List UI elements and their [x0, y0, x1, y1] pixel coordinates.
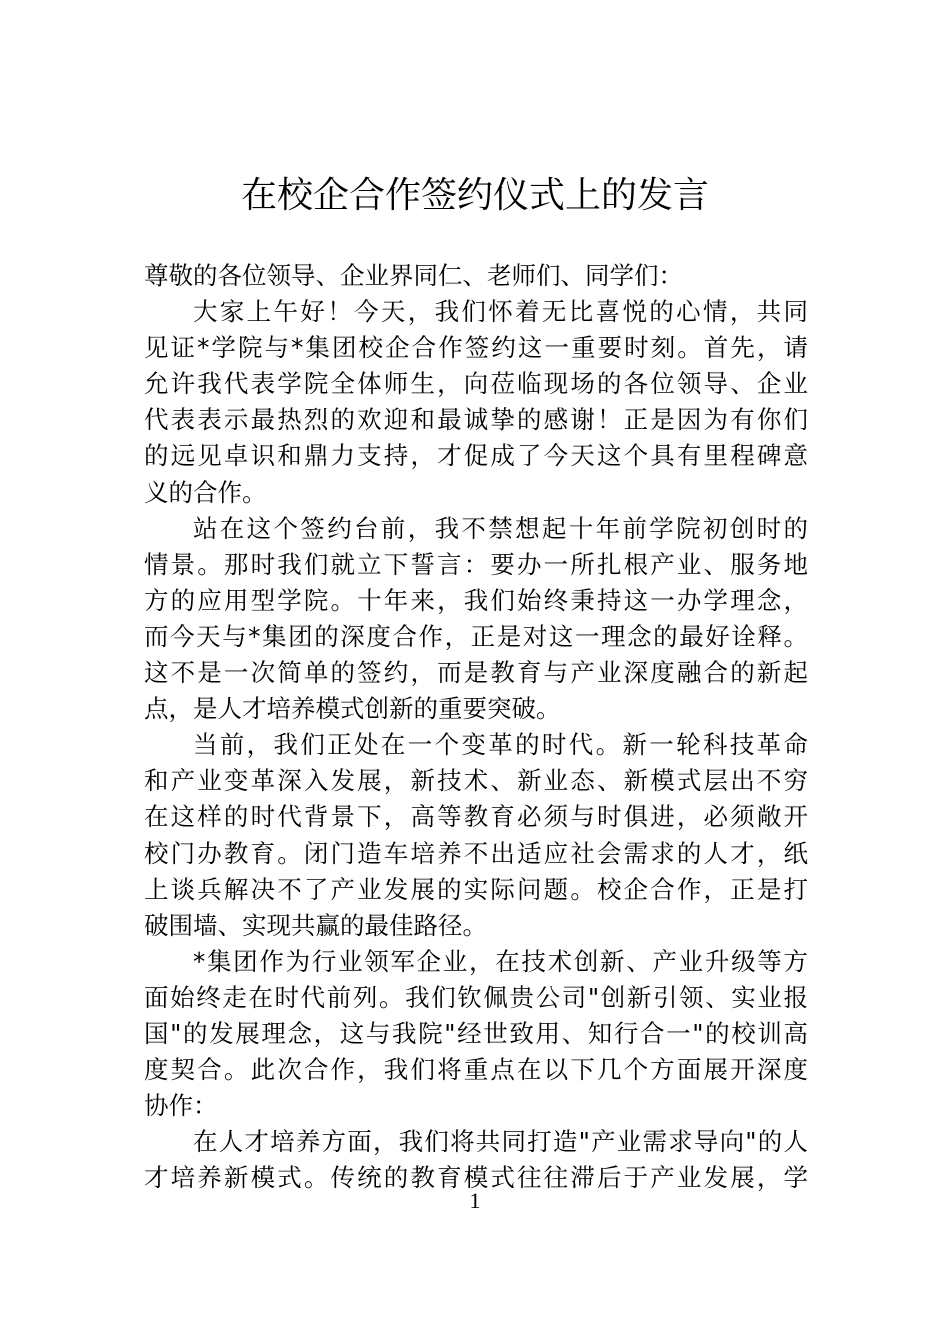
- paragraph-line: 点，是人才培养模式创新的重要突破。: [144, 694, 561, 724]
- page-number: 1: [469, 1188, 481, 1213]
- paragraph-line: 上谈兵解决不了产业发展的实际问题。校企合作，正是打: [144, 874, 808, 904]
- paragraph-line: 代表表示最热烈的欢迎和最诚挚的感谢！正是因为有你们: [144, 405, 808, 435]
- paragraph-line: *集团作为行业领军企业，在技术创新、产业升级等方: [193, 946, 808, 976]
- paragraph-line: 和产业变革深入发展，新技术、新业态、新模式层出不穷: [144, 766, 808, 796]
- paragraph-line: 破围墙、实现共赢的最佳路径。: [144, 910, 487, 940]
- paragraph-line: 而今天与*集团的深度合作，正是对这一理念的最好诠释。: [144, 621, 808, 651]
- paragraph-line: 当前，我们正处在一个变革的时代。新一轮科技革命: [193, 730, 808, 760]
- salutation: 尊敬的各位领导、企业界同仁、老师们、同学们：: [144, 261, 683, 290]
- paragraph-line: 站在这个签约台前，我不禁想起十年前学院初创时的: [193, 513, 808, 543]
- paragraph-line: 义的合作。: [144, 477, 267, 507]
- paragraph-line: 大家上午好！今天，我们怀着无比喜悦的心情，共同: [193, 297, 808, 327]
- paragraph-line: 见证*学院与*集团校企合作签约这一重要时刻。首先，请: [144, 333, 808, 363]
- paragraph-line: 才培养新模式。传统的教育模式往往滞后于产业发展，学: [144, 1163, 808, 1193]
- paragraph-line: 在这样的时代背景下，高等教育必须与时俱进，必须敞开: [144, 802, 808, 832]
- document-body: [144, 258, 808, 1196]
- paragraph-line: 校门办教育。闭门造车培养不出适应社会需求的人才，纸: [144, 838, 808, 868]
- paragraph-line: 协作：: [144, 1091, 218, 1121]
- paragraph-line: 的远见卓识和鼎力支持，才促成了今天这个具有里程碑意: [144, 441, 808, 471]
- paragraph-line: 情景。那时我们就立下誓言：要办一所扎根产业、服务地: [144, 549, 808, 579]
- document-title: 在校企合作签约仪式上的发言: [240, 175, 709, 216]
- paragraph-line: 国"的发展理念，这与我院"经世致用、知行合一"的校训高: [144, 1018, 808, 1048]
- paragraph-line: 在人才培养方面，我们将共同打造"产业需求导向"的人: [193, 1127, 808, 1157]
- paragraph-line: 允许我代表学院全体师生，向莅临现场的各位领导、企业: [144, 369, 808, 399]
- paragraph-line: 这不是一次简单的签约，而是教育与产业深度融合的新起: [144, 658, 808, 688]
- paragraph-line: 方的应用型学院。十年来，我们始终秉持这一办学理念，: [144, 585, 808, 615]
- paragraph-line: 面始终走在时代前列。我们钦佩贵公司"创新引领、实业报: [144, 982, 808, 1012]
- paragraph-line: 度契合。此次合作，我们将重点在以下几个方面展开深度: [144, 1055, 808, 1085]
